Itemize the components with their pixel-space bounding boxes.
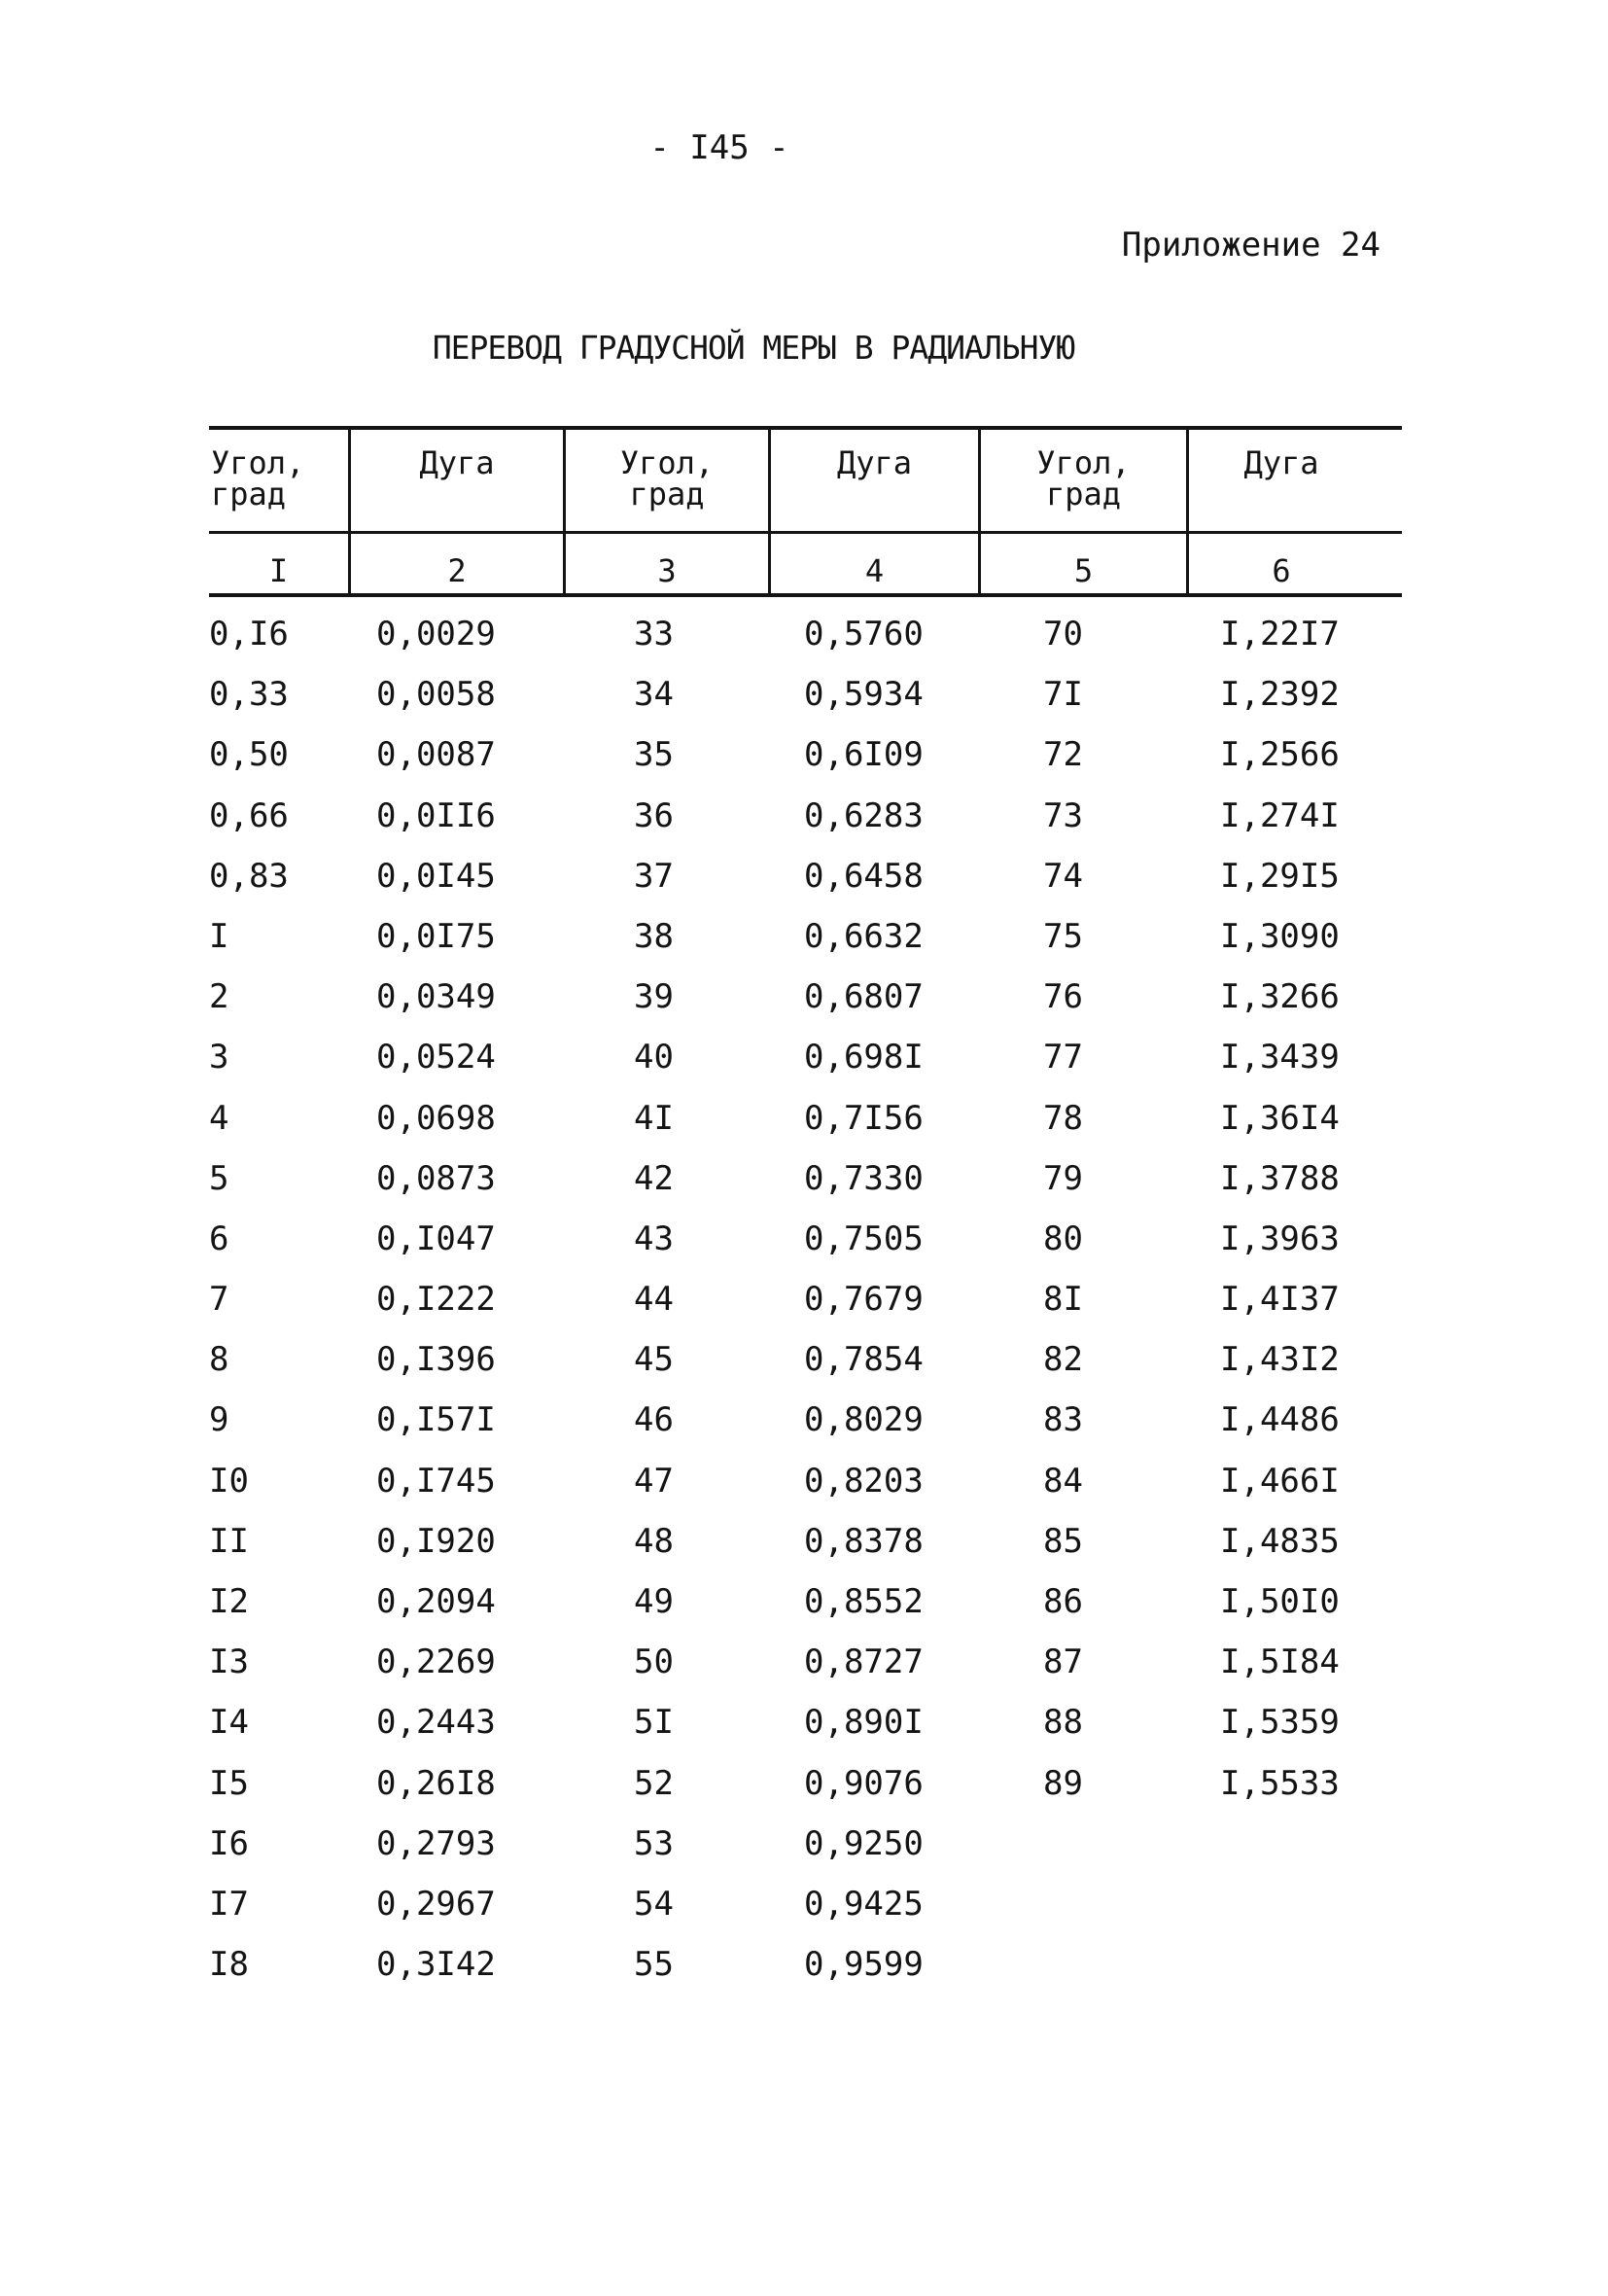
angle-cell: 70 [1043,615,1083,653]
arc-cell: 0,0349 [376,977,496,1017]
arc-cell: I,5I84 [1220,1643,1340,1682]
arc-cell: 0,3I42 [376,1945,496,1985]
arc-cell: 0,I222 [376,1280,496,1320]
arc-cell: 0,9425 [804,1884,924,1924]
angle-cell: I0 [209,1461,249,1501]
page-number: - I45 - [649,128,789,167]
arc-cell: I,3788 [1220,1158,1340,1198]
arc-cell: I,466I [1220,1461,1340,1501]
table-row [209,1038,1402,1098]
table-row [209,796,1402,857]
angle-cell: 78 [1043,1098,1083,1138]
angle-cell: 79 [1043,1158,1083,1198]
table-row [209,675,1402,735]
angle-cell: 48 [634,1521,674,1561]
page-title: ПЕРЕВОД ГРАДУСНОЙ МЕРЫ В РАДИАЛЬНУЮ [432,329,1075,367]
column-number: I [268,552,289,589]
arc-cell: 0,6458 [804,856,924,896]
header-angle-1 [211,444,347,512]
angle-cell: 35 [634,735,674,775]
table-row [209,735,1402,795]
arc-cell: 0,6I09 [804,735,924,775]
arc-cell: 0,5760 [804,615,924,653]
table-row [209,1522,1402,1582]
arc-cell: I,22I7 [1220,615,1340,653]
angle-cell: 5 [209,1158,229,1198]
arc-cell: 0,0698 [376,1098,496,1138]
arc-cell: 0,2094 [376,1582,496,1621]
header-arc-3 [1189,444,1374,481]
angle-cell: 0,I6 [209,615,289,653]
angle-cell: 45 [634,1340,674,1380]
arc-cell: I,274I [1220,795,1340,835]
angle-cell: 77 [1043,1038,1083,1077]
arc-cell: 0,7679 [804,1280,924,1320]
table-row [209,1582,1402,1643]
angle-cell: 40 [634,1038,674,1077]
header-arc-label: Дуга [419,444,495,481]
angle-cell: 4I [634,1098,674,1138]
angle-cell: I4 [209,1703,249,1743]
angle-cell: 87 [1043,1643,1083,1682]
table-row [209,1219,1402,1280]
arc-cell: I,3090 [1220,916,1340,956]
arc-cell: 0,0058 [376,675,496,715]
arc-cell: 0,6283 [804,795,924,835]
angle-cell: 73 [1043,795,1083,835]
angle-cell: 88 [1043,1703,1083,1743]
arc-cell: I,3266 [1220,977,1340,1017]
arc-cell: I,4I37 [1220,1280,1340,1320]
angle-cell: 54 [634,1884,674,1924]
table-row [209,1400,1402,1461]
angle-cell: 2 [209,977,229,1017]
table-row [209,1945,1402,2005]
header-arc-label: Дуга [1243,444,1319,481]
table-row [209,1824,1402,1885]
angle-cell: 42 [634,1158,674,1198]
arc-cell: I,50I0 [1220,1582,1340,1621]
angle-cell: 37 [634,856,674,896]
header-angle-label: Угол, град [619,444,715,512]
angle-cell: 76 [1043,977,1083,1017]
angle-cell: 89 [1043,1763,1083,1803]
arc-cell: 0,890I [804,1703,924,1743]
angle-cell: 52 [634,1763,674,1803]
arc-cell: 0,6632 [804,916,924,956]
arc-cell: 0,7854 [804,1340,924,1380]
angle-cell: 53 [634,1823,674,1863]
arc-cell: 0,2967 [376,1884,496,1924]
angle-cell: 8 [209,1340,229,1380]
angle-cell: 80 [1043,1219,1083,1258]
arc-cell: I,3963 [1220,1219,1340,1258]
arc-cell: I,4486 [1220,1400,1340,1440]
angle-cell: I6 [209,1823,249,1863]
table-row [209,1280,1402,1340]
arc-cell: 0,9076 [804,1763,924,1803]
angle-cell: I [209,916,229,956]
angle-cell: 8I [1043,1280,1083,1320]
angle-cell: 4 [209,1098,229,1138]
angle-cell: I3 [209,1643,249,1682]
table-numbering-rule [209,593,1402,597]
header-arc-1 [351,444,563,481]
angle-cell: 86 [1043,1582,1083,1621]
angle-cell: 9 [209,1400,229,1440]
table-row [209,857,1402,917]
table-row [209,615,1402,675]
table-row [209,1643,1402,1703]
header-angle-label: Угол, град [1036,444,1131,512]
arc-cell: 0,0I75 [376,916,496,956]
header-angle-3 [981,444,1186,512]
arc-cell: 0,7505 [804,1219,924,1258]
arc-cell: I,2566 [1220,735,1340,775]
appendix-label: Приложение 24 [1121,226,1381,265]
arc-cell: I,2392 [1220,675,1340,715]
angle-cell: 3 [209,1038,229,1077]
angle-cell: 49 [634,1582,674,1621]
arc-cell: 0,698I [804,1038,924,1077]
table-row [209,1099,1402,1159]
angle-cell: 33 [634,615,674,653]
arc-cell: 0,I047 [376,1219,496,1258]
angle-cell: 34 [634,675,674,715]
arc-cell: 0,0II6 [376,795,496,835]
angle-cell: I5 [209,1763,249,1803]
table-header-rule [209,531,1402,534]
column-number: 2 [447,552,467,589]
header-angle-label: Угол, град [211,444,305,512]
arc-cell: I,43I2 [1220,1340,1340,1380]
arc-cell: 0,I396 [376,1340,496,1380]
angle-cell: 44 [634,1280,674,1320]
table-row [209,1703,1402,1763]
column-number: 4 [864,552,885,589]
arc-cell: 0,2443 [376,1703,496,1743]
arc-cell: 0,9599 [804,1945,924,1985]
arc-cell: 0,8029 [804,1400,924,1440]
arc-cell: I,5359 [1220,1703,1340,1743]
angle-cell: I7 [209,1884,249,1924]
arc-cell: 0,0I45 [376,856,496,896]
arc-cell: 0,I745 [376,1461,496,1501]
angle-cell: 39 [634,977,674,1017]
arc-cell: 0,7I56 [804,1098,924,1138]
arc-cell: 0,7330 [804,1158,924,1198]
angle-cell: 0,83 [209,856,289,896]
angle-cell: 0,50 [209,735,289,775]
angle-cell: 0,66 [209,795,289,835]
angle-cell: 75 [1043,916,1083,956]
arc-cell: 0,9250 [804,1823,924,1863]
arc-cell: 0,2269 [376,1643,496,1682]
table-body [209,615,1402,2005]
angle-cell: I2 [209,1582,249,1621]
angle-cell: 83 [1043,1400,1083,1440]
table-row [209,917,1402,977]
header-arc-2 [771,444,978,481]
angle-cell: 38 [634,916,674,956]
arc-cell: 0,I57I [376,1400,496,1440]
arc-cell: 0,0029 [376,615,496,653]
angle-cell: 84 [1043,1461,1083,1501]
angle-cell: 55 [634,1945,674,1985]
angle-cell: 85 [1043,1521,1083,1561]
angle-cell: 47 [634,1461,674,1501]
arc-cell: 0,I920 [376,1521,496,1561]
table-row [209,1885,1402,1945]
angle-cell: 0,33 [209,675,289,715]
angle-cell: 82 [1043,1340,1083,1380]
arc-cell: 0,8727 [804,1643,924,1682]
table-row [209,1462,1402,1522]
arc-cell: 0,2793 [376,1823,496,1863]
arc-cell: I,5533 [1220,1763,1340,1803]
angle-cell: 74 [1043,856,1083,896]
angle-cell: 6 [209,1219,229,1258]
header-arc-label: Дуга [836,444,913,481]
arc-cell: 0,0524 [376,1038,496,1077]
arc-cell: 0,26I8 [376,1763,496,1803]
angle-cell: I8 [209,1945,249,1985]
column-number: 3 [657,552,677,589]
angle-cell: 46 [634,1400,674,1440]
arc-cell: 0,8552 [804,1582,924,1621]
arc-cell: I,29I5 [1220,856,1340,896]
arc-cell: I,36I4 [1220,1098,1340,1138]
arc-cell: 0,8378 [804,1521,924,1561]
table-row [209,977,1402,1038]
arc-cell: 0,5934 [804,675,924,715]
angle-cell: II [209,1521,249,1561]
table-row [209,1340,1402,1400]
angle-cell: 5I [634,1703,674,1743]
arc-cell: 0,8203 [804,1461,924,1501]
header-angle-2 [566,444,768,512]
arc-cell: 0,0873 [376,1158,496,1198]
column-number: 5 [1073,552,1094,589]
arc-cell: I,4835 [1220,1521,1340,1561]
angle-cell: 7 [209,1280,229,1320]
angle-cell: 72 [1043,735,1083,775]
arc-cell: 0,6807 [804,977,924,1017]
angle-cell: 36 [634,795,674,835]
angle-cell: 43 [634,1219,674,1258]
table-top-rule [209,426,1402,430]
table-row [209,1159,1402,1219]
table-row [209,1764,1402,1824]
arc-cell: 0,0087 [376,735,496,775]
column-number: 6 [1272,552,1291,589]
angle-cell: 7I [1043,675,1083,715]
arc-cell: I,3439 [1220,1038,1340,1077]
angle-cell: 50 [634,1643,674,1682]
